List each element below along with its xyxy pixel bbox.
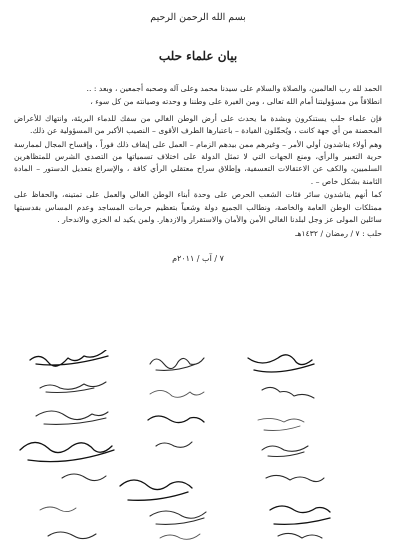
signatures-area — [0, 350, 400, 548]
signature-18 — [270, 506, 330, 524]
signature-17 — [150, 511, 206, 524]
basmala: بسم الله الرحمن الرحيم — [150, 12, 246, 23]
paragraph-appeal: وهم أولاء يناشدون أولي الأمر – وغيرهم ممن بيدهم الزمام – العمل على إيقاف ذلك فوراً ، وإفساح المجال لممارسة حرية التعبير والرأي، ومنع الجهات التي لا تمثل الدولة على اختلاف تسمياتها من التصدي الشرس للمتظاهرين السلميين، والكف عن الاعتقالات التعسفية، وإطلاق سراح معتقلي الرأي كافة ، والإسراع بتعديل الدستور – المادة الثامنة بشكل خاص – . — [14, 139, 382, 186]
signature-19 — [48, 532, 96, 539]
signature-7 — [36, 411, 108, 424]
signature-5 — [150, 390, 204, 397]
paragraph-unity: كما أنهم يناشدون سائر فئات الشعب الحرص على وحدة أبناء الوطن الغالي والعمل على تمتينه، والحفاظ على ممتلكات الوطن العامة والخاصة، ونطالب الجميع دولة وشعباً بتعظيم حرمات المساجد وعدم المساس بقدسيتها سائلين المولى عز وجل لبلدنا الغالي الأمن والأمان والاستقرار والازدهار. ولمن يكيد له الخزي والاندحار . — [14, 190, 382, 225]
paragraph-opening: الحمد لله رب العالمين، والصلاة والسلام على سيدنا محمد وعلى آله وصحبه أجمعين ، وبعد : .. — [86, 84, 382, 93]
signature-1 — [30, 350, 108, 366]
paragraph-responsibility: انطلاقاً من مسؤوليتنا أمام الله تعالى ، ومن الغيرة على وطننا و وحدته وصيانته من كل سوء ، — [90, 97, 382, 107]
signature-12 — [262, 446, 308, 457]
signature-9 — [258, 418, 304, 430]
signatures-drawing — [0, 350, 400, 548]
hijri-date: حلب : ٧ / رمضان / ١٤٣٢هـ — [295, 229, 382, 239]
signature-20 — [160, 534, 200, 539]
signature-10 — [20, 442, 114, 461]
signature-3 — [248, 355, 314, 372]
signature-11 — [156, 442, 192, 447]
paragraph-condemnation: فإن علماء حلب يستنكرون وبشدة ما يحدث على أرض الوطن الغالي من سفك للدماء البريئة، وانتهاك للأعراض المحصنة من أي جهة كانت ، ويُحمِّلون القيادة – باعتبارها الطرف الأقوى – النصيب الأكبر من المسؤولية عن ذلك. — [14, 113, 382, 136]
signature-16 — [40, 507, 76, 512]
signature-4 — [40, 382, 106, 393]
signature-8 — [148, 416, 204, 423]
signature-21 — [278, 533, 322, 538]
gregorian-date: ٧ / آب / ٢٠١١م — [172, 254, 224, 264]
signature-2 — [150, 358, 204, 370]
signature-14 — [120, 480, 192, 500]
document-title: بيان علماء حلب — [158, 49, 238, 63]
signature-6 — [262, 387, 314, 398]
signature-15 — [266, 475, 324, 481]
signature-13 — [62, 474, 106, 481]
